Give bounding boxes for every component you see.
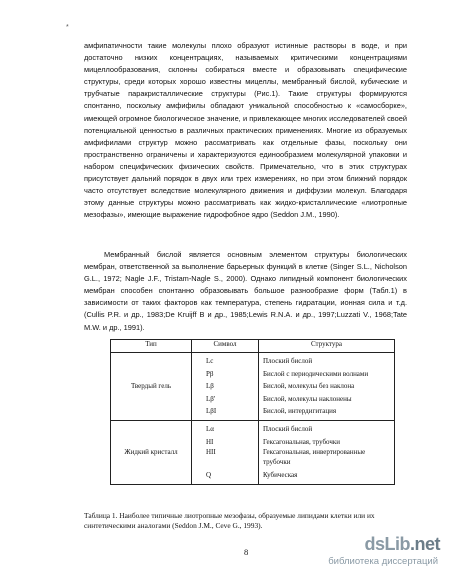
table-caption: Таблица 1. Наиболее типичные лиотропные мезофазы, образуемые липидами клетки или их синтетическими аналогами (Seddon J.M., Ceve G., 1993). bbox=[84, 511, 375, 530]
table-header-row bbox=[111, 340, 395, 353]
structure-cell: Бислой, интердигитация bbox=[263, 407, 337, 416]
structure-cell: Бислой, молекулы без наклона bbox=[263, 382, 355, 391]
page-number: 8 bbox=[244, 547, 249, 557]
symbol-cell: Pβ bbox=[206, 369, 214, 378]
structure-cell: Плоский бислой bbox=[263, 424, 313, 433]
symbol-cell: HI bbox=[206, 437, 214, 446]
symbols-liquid-crystal bbox=[192, 420, 259, 484]
paragraph-membrane-bilayer: Мембранный бислой является основным элементом структуры биологических мембран, ответственной за выполнение барьерных функций в клетке (Singer S.L., Nicholson G.L., 1972; Nagle J.F., Tristam-Nagle S., 2000). Однако липидный компонент биологических мембран способен спонтанно образовывать большое разнообразие форм (Табл.1) в зависимости от таких факторов как температура, степень гидратации, ионная сила и т.д. (Cullis P.R. и др., 1983;De Kruijff B и др., 1985;Lewis R.N.A. и др., 1997;Luzzati V., 1968;Tate M.W. и др., 1991). bbox=[84, 250, 407, 332]
symbol-cell: HII bbox=[206, 448, 216, 457]
symbols-solid-gel bbox=[192, 353, 259, 421]
phase-solid-gel: Твердый гель bbox=[111, 353, 192, 421]
watermark-tagline: библиотека диссертаций bbox=[328, 556, 438, 567]
watermark-logo-net: .net bbox=[409, 534, 440, 554]
structures-solid-gel bbox=[259, 353, 395, 421]
symbol-cell: Q bbox=[206, 471, 212, 480]
header-symbol: Символ bbox=[192, 340, 259, 353]
structure-cell: Бислой, молекулы наклонены bbox=[263, 394, 352, 403]
symbol-cell: Lα bbox=[206, 424, 214, 433]
header-type: Тип bbox=[111, 340, 192, 353]
symbol-cell: LβI bbox=[206, 407, 217, 416]
structures-liquid-crystal bbox=[259, 420, 395, 484]
structure-cell: Гексагональная, инвертированные трубочки bbox=[263, 448, 366, 466]
watermark-logo[interactable] bbox=[364, 534, 440, 555]
symbol-cell: Lβ bbox=[206, 382, 214, 391]
watermark-logo-main: dsLib bbox=[364, 534, 410, 554]
header-structure: Структура bbox=[259, 340, 395, 353]
corner-mark: * bbox=[66, 24, 69, 31]
mesophase-table bbox=[110, 339, 395, 485]
symbol-cell: Lc bbox=[206, 357, 214, 365]
structure-cell: Кубическая bbox=[263, 471, 298, 480]
structure-cell: Плоский бислой bbox=[263, 357, 313, 365]
table-row-solid-gel bbox=[111, 353, 395, 421]
symbol-cell: Lβ' bbox=[206, 394, 216, 403]
phase-liquid-crystal: Жидкий кристалл bbox=[111, 420, 192, 484]
paragraph-amphiphiles: амфипатичности такие молекулы плохо образуют истинные растворы в воде, и при достаточно низких концентрациях, называемых критическими концентрациями мицеллообразования, склонны собираться вместе и образовывать специфические структуры, среди которых хорошо известны мицеллы, мембранный бислой, кубические и трубчатые паракристаллические структуры (Рис.1). Такие структуры формируются спонтанно, поскольку амфифилы обладают уникальной способностью к «самосборке», имеющей огромное биологическое значение, и привлекающее многих исследователей своей потенциальной ценностью в различных практических применениях. Многие из образуемых амфифилами структур можно рассматривать как отдельные фазы, поскольку они пространственно ограничены и характеризуются единообразием молекулярной упаковки и набором специфических физических свойств. Примечательно, что в этих структурах присутствует дальний порядок в двух или трех измерениях, но при этом ближний порядок часто отсутствует вследствие молекулярного движения и диффузии молекул. Благодаря этому данные структуры можно рассматривать как жидко-кристаллические «лиотропные мезофазы», имеющие выражение гидрофобное ядро (Seddon J.M., 1990). bbox=[84, 41, 407, 220]
structure-cell: Бислой с периодическими волнами bbox=[263, 369, 369, 378]
structure-cell: Гексагональная, трубочки bbox=[263, 437, 341, 446]
table-row-liquid-crystal bbox=[111, 420, 395, 484]
